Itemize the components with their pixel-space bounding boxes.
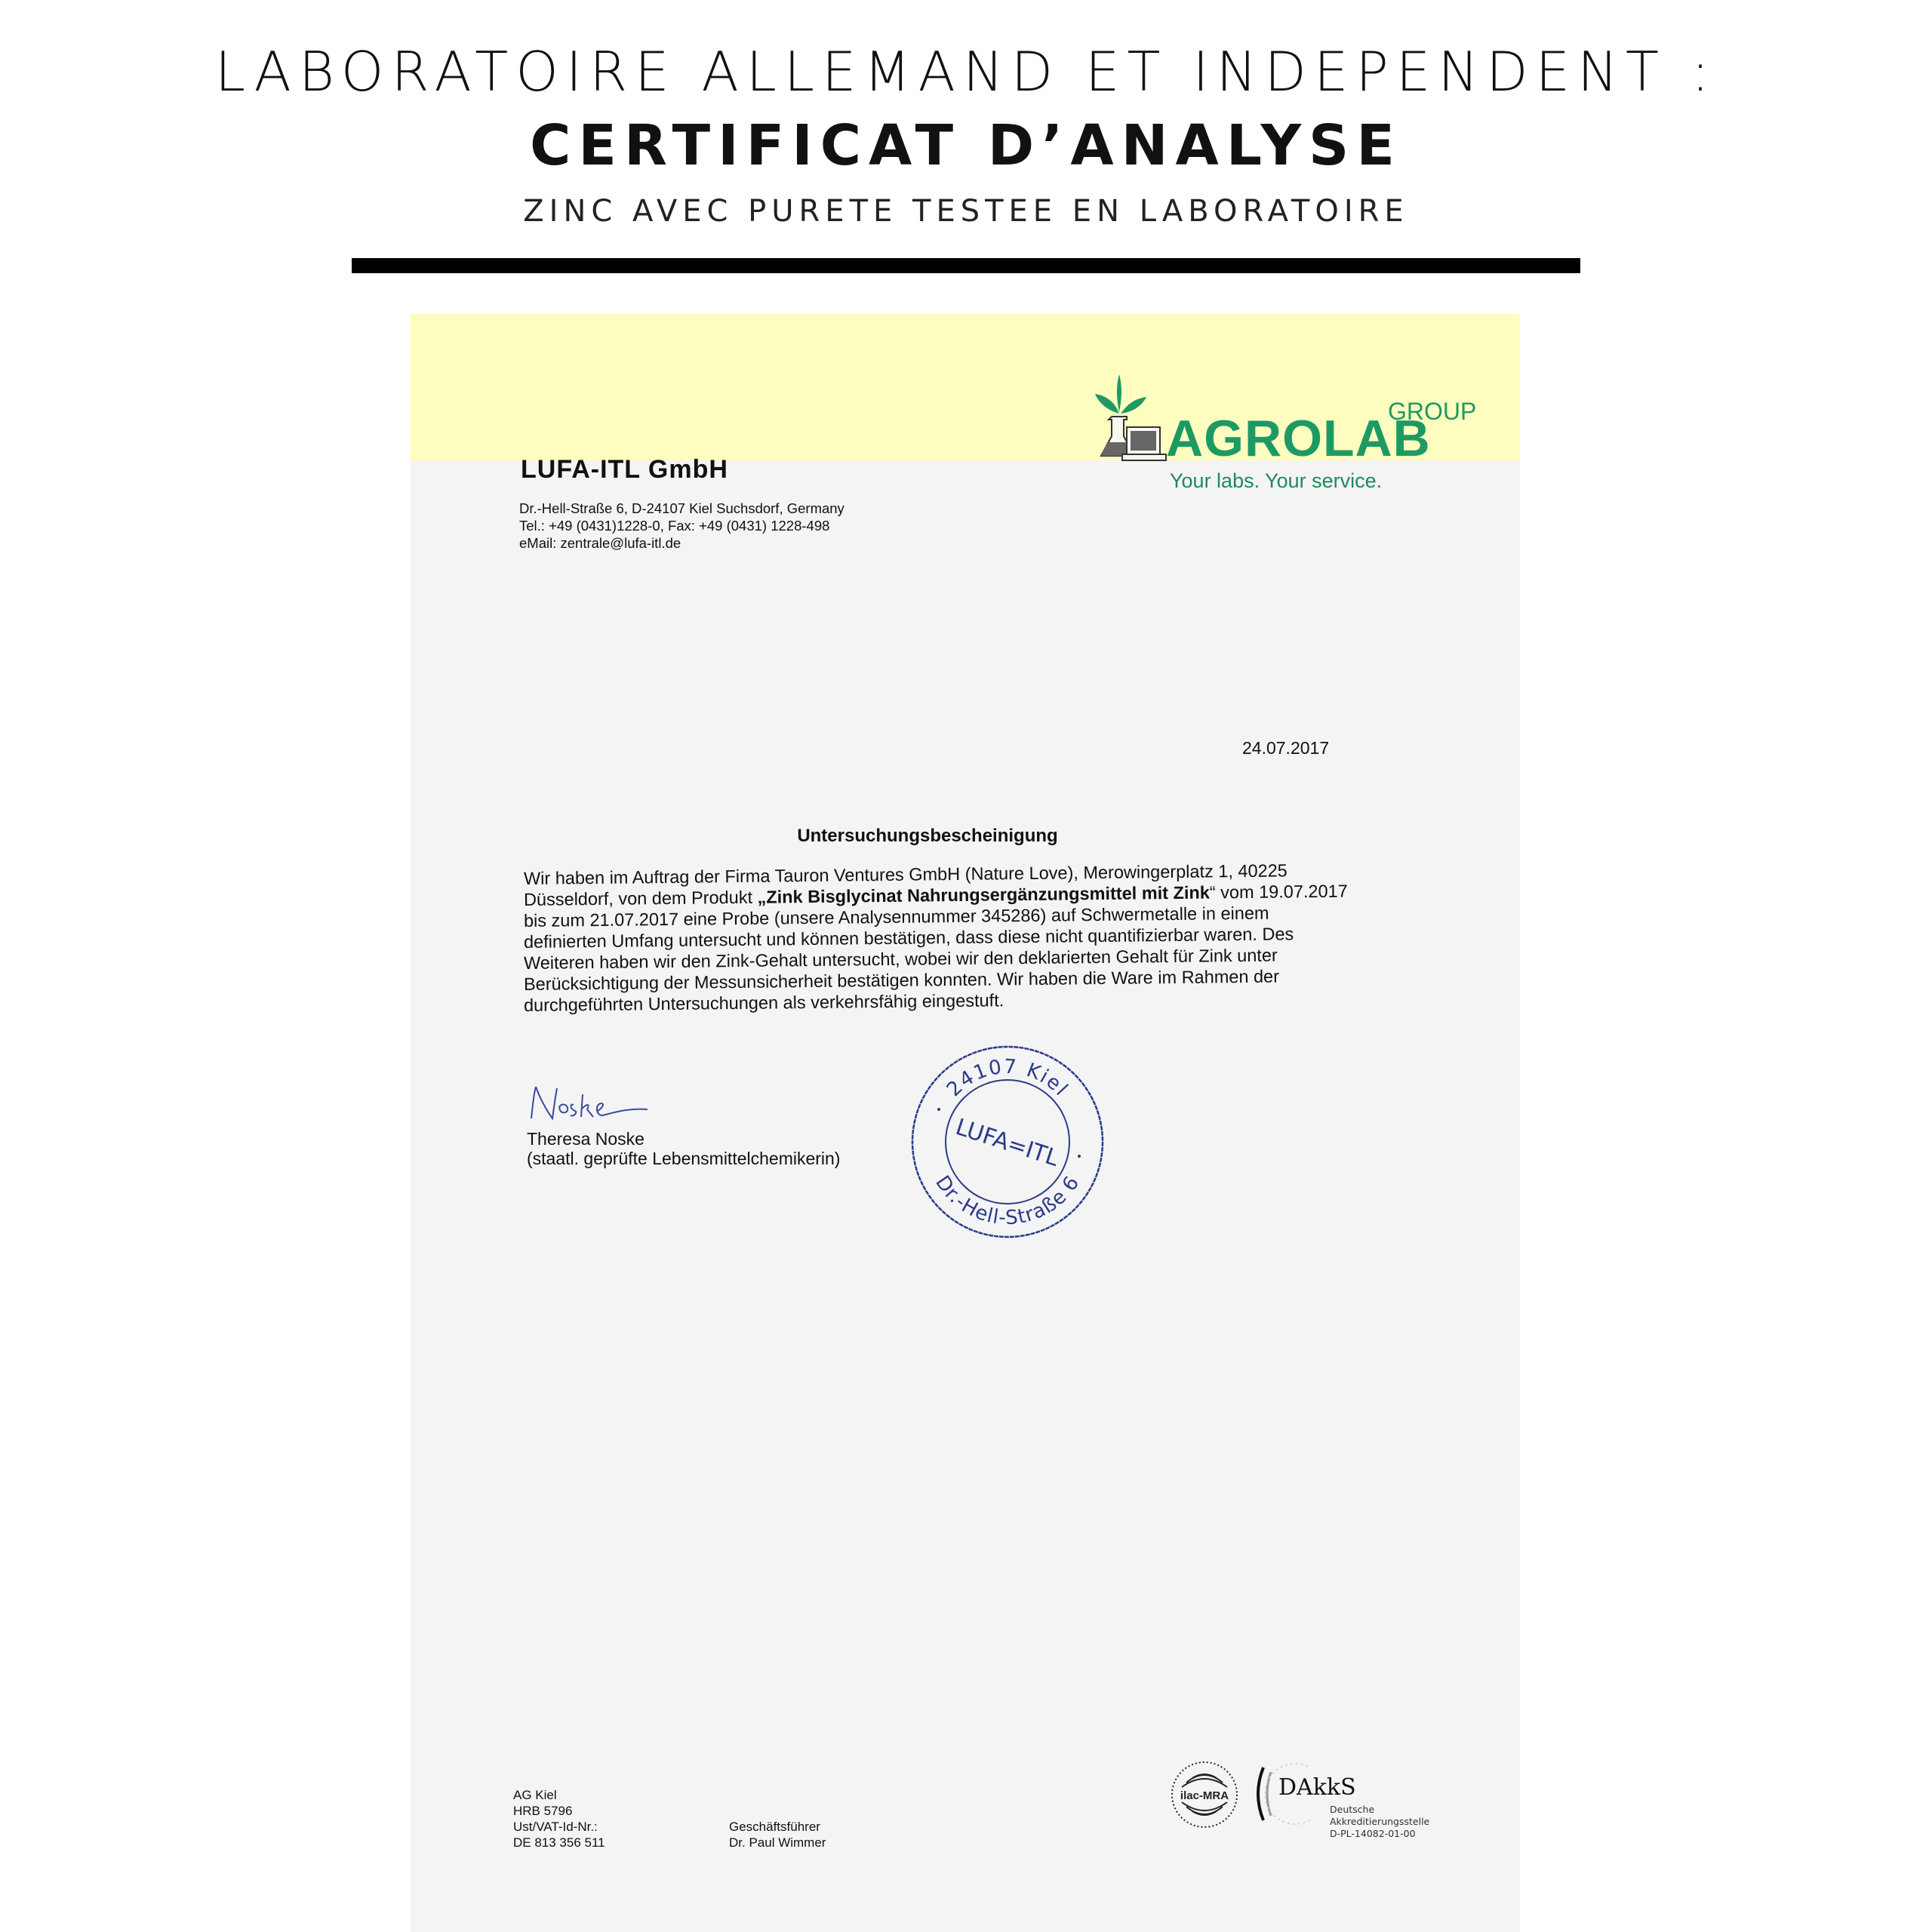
body-line: bis zum 21.07.2017 eine Probe (unsere Analysennummer 345286) auf Schwermetalle in einem bbox=[523, 903, 1269, 931]
certificate-document bbox=[411, 314, 1520, 1932]
footer-line: Ust/VAT-Id-Nr.: bbox=[513, 1820, 598, 1834]
company-name: LUFA-ITL GmbH bbox=[521, 455, 728, 484]
footer-line: HRB 5796 bbox=[513, 1804, 573, 1818]
phone-fax-line: Tel.: +49 (0431)1228-0, Fax: +49 (0431) 1228-498 bbox=[519, 518, 830, 534]
handwritten-signature bbox=[527, 1081, 663, 1126]
agrolab-group-label: GROUP bbox=[1388, 398, 1477, 425]
letter-title-text: Untersuchungsbescheinigung bbox=[797, 826, 1058, 846]
heading-rule bbox=[352, 258, 1580, 273]
product-name: „Zink Bisglycinat Nahrungsergänzungsmittel mit Zink bbox=[757, 882, 1210, 907]
flask-plant-computer-icon bbox=[1094, 367, 1169, 465]
footer-line: AG Kiel bbox=[513, 1788, 557, 1802]
body-text: Düsseldorf, von dem Produkt bbox=[523, 887, 758, 909]
agrolab-tagline: Your labs. Your service. bbox=[1170, 469, 1383, 492]
dakks-line: Deutsche bbox=[1330, 1804, 1375, 1815]
footer-line: Geschäftsführer bbox=[729, 1820, 820, 1834]
letter-date: 24.07.2017 bbox=[1242, 738, 1330, 758]
letter-title bbox=[411, 826, 1520, 847]
body-line: Weiteren haben wir den Zink-Gehalt untersucht, wobei wir den deklarierten Gehalt für Zink unter bbox=[523, 945, 1278, 973]
svg-text:Dr.-Hell-Straße 6: Dr.-Hell-Straße 6 bbox=[931, 1171, 1084, 1230]
heading-subtitle: ZINC AVEC PURETE TESTEE EN LABORATOIRE bbox=[523, 194, 1409, 229]
dakks-line: D-PL-14082-01-00 bbox=[1330, 1828, 1416, 1839]
svg-text:24107 Kiel: 24107 Kiel bbox=[942, 1055, 1073, 1102]
footer-managing-director bbox=[729, 1819, 826, 1850]
body-line: durchgeführten Untersuchungen als verkehrsfähig eingestuft. bbox=[523, 990, 1004, 1015]
company-stamp-icon bbox=[909, 1043, 1106, 1241]
svg-text:ilac-MRA: ilac-MRA bbox=[1180, 1789, 1229, 1802]
ilac-mra-seal-icon bbox=[1170, 1760, 1239, 1829]
footer-line: DE 813 356 511 bbox=[513, 1835, 605, 1850]
body-line: Berücksichtigung der Messunsicherheit bestätigen konnten. Wir haben die Ware im Rahmen der bbox=[523, 966, 1280, 994]
email-line: eMail: zentrale@lufa-itl.de bbox=[519, 535, 681, 551]
svg-text:LUFA=ITL: LUFA=ITL bbox=[952, 1113, 1063, 1172]
signer-name: Theresa Noske bbox=[527, 1129, 645, 1149]
heading-line-2: CERTIFICAT D’ANALYSE bbox=[530, 113, 1402, 178]
footer-registry-info bbox=[513, 1787, 605, 1850]
body-line: Wir haben im Auftrag der Firma Tauron Ventures GmbH (Nature Love), Merowingerplatz 1, 40225 bbox=[523, 860, 1287, 888]
body-line: definierten Umfang untersucht und können bestätigen, dass diese nicht quantifizierbar waren. Des bbox=[523, 924, 1294, 952]
footer-line: Dr. Paul Wimmer bbox=[729, 1835, 826, 1850]
letter-body bbox=[523, 860, 1392, 1016]
agrolab-wordmark: AGROLAB bbox=[1166, 410, 1431, 467]
address-line: Dr.-Hell-Straße 6, D-24107 Kiel Suchsdorf, Germany bbox=[519, 500, 844, 516]
signer-role: (staatl. geprüfte Lebensmittelchemikerin) bbox=[527, 1149, 841, 1168]
dakks-details bbox=[1330, 1804, 1429, 1840]
heading-line-1: LABORATOIRE ALLEMAND ET INDEPENDENT : bbox=[214, 40, 1718, 103]
agrolab-logo bbox=[1094, 367, 1501, 465]
dakks-wordmark: DAkkS bbox=[1278, 1774, 1356, 1801]
company-address bbox=[519, 500, 844, 552]
body-text: “ vom 19.07.2017 bbox=[1209, 881, 1348, 903]
dakks-line: Akkreditierungsstelle bbox=[1330, 1816, 1430, 1827]
